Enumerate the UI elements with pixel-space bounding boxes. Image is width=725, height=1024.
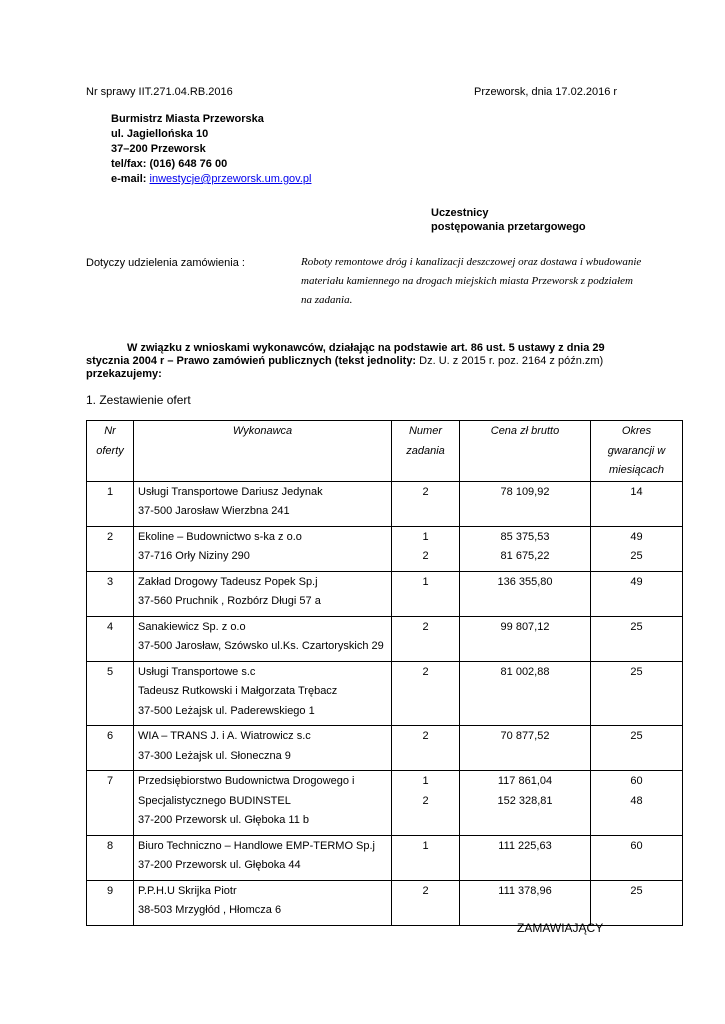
intro-paragraph (86, 342, 646, 381)
table-row (87, 771, 683, 836)
table-row (87, 880, 683, 925)
cell-price-line: 70 877,52 (500, 730, 550, 742)
cell-contractor-line: Przedsiębiorstwo Budownictwa Drogowego i (138, 775, 355, 787)
table-row (87, 481, 683, 526)
cell-nr: 3 (87, 571, 134, 616)
cell-warranty (591, 481, 683, 526)
cell-contractor-line: P.P.H.U Skrijka Piotr (138, 884, 237, 897)
case-number: Nr sprawy IIT.271.04.RB.2016 (86, 86, 233, 98)
cell-task-line: 1 (422, 775, 429, 787)
cell-contractor-line: 37-300 Leżajsk ul. Słoneczna 9 (138, 749, 291, 762)
cell-task (392, 880, 460, 925)
cell-task (392, 481, 460, 526)
cell-price (460, 571, 591, 616)
cell-nr: 4 (87, 616, 134, 661)
cell-warranty-line: 49 (630, 575, 643, 588)
cell-warranty (591, 771, 683, 836)
cell-price-line: 81 675,22 (500, 550, 550, 562)
cell-price-line: 136 355,80 (497, 575, 553, 588)
header-task: Numer zadania (392, 421, 460, 482)
sender-block (111, 112, 311, 187)
cell-warranty-line: 14 (630, 485, 643, 498)
cell-contractor-line: 37-500 Leżajsk ul. Paderewskiego 1 (138, 704, 315, 717)
cell-contractor (134, 726, 392, 771)
cell-task (392, 661, 460, 726)
cell-price (460, 880, 591, 925)
cell-price-line: 81 002,88 (500, 665, 550, 678)
sender-email-link[interactable]: inwestycje@przeworsk.um.gov.pl (149, 173, 312, 185)
cell-contractor (134, 661, 392, 726)
cell-nr: 2 (87, 526, 134, 571)
cell-price (460, 481, 591, 526)
sender-city: 37–200 Przeworsk (111, 143, 206, 155)
subject-text (301, 253, 641, 310)
cell-contractor-line: 37-200 Przeworsk ul. Głęboka 11 b (138, 814, 309, 826)
table-header-row (87, 421, 683, 482)
cell-task (392, 571, 460, 616)
intro-line2-bold: stycznia 2004 r – Prawo zamówień publicznych (tekst jednolity: (86, 355, 417, 367)
cell-warranty-line: 25 (630, 665, 643, 678)
table-row (87, 835, 683, 880)
header-warranty: Okres gwarancji w miesiącach (591, 421, 683, 482)
cell-task-line: 2 (422, 550, 429, 562)
sender-email-label: e-mail: (111, 173, 150, 185)
cell-task (392, 526, 460, 571)
cell-task-line: 1 (422, 530, 429, 543)
intro-line2-normal: Dz. U. z 2015 r. poz. 2164 z późn.zm) (416, 355, 604, 367)
table-row (87, 616, 683, 661)
cell-warranty-line: 49 (630, 530, 643, 543)
cell-price (460, 526, 591, 571)
cell-warranty-line: 25 (630, 884, 643, 897)
cell-warranty (591, 526, 683, 571)
cell-price-line: 152 328,81 (497, 794, 553, 807)
place-date: Przeworsk, dnia 17.02.2016 r (474, 86, 618, 98)
cell-contractor-line: Specjalistycznego BUDINSTEL (138, 794, 291, 807)
cell-task (392, 726, 460, 771)
cell-price (460, 661, 591, 726)
cell-contractor-line: Tadeusz Rutkowski i Małgorzata Trębacz (138, 685, 338, 697)
cell-nr: 1 (87, 481, 134, 526)
intro-line2 (86, 355, 646, 368)
cell-price (460, 771, 591, 836)
cell-contractor-line: Usługi Transportowe s.c (138, 665, 256, 678)
cell-price-line: 99 807,12 (500, 620, 550, 633)
cell-contractor-line: 37-500 Jarosław, Szówsko ul.Ks. Czartoryskich 29 (138, 640, 384, 652)
sender-phone: tel/fax: (016) 648 76 00 (111, 158, 228, 170)
cell-warranty-line: 25 (630, 550, 643, 562)
cell-contractor (134, 481, 392, 526)
cell-price-line: 78 109,92 (500, 485, 550, 498)
cell-contractor (134, 880, 392, 925)
sender-email-row (111, 172, 311, 187)
cell-contractor-line: 37-500 Jarosław Wierzbna 241 (138, 505, 290, 517)
recipient-line1: Uczestnicy (431, 207, 489, 219)
cell-task-line: 2 (422, 884, 429, 897)
cell-warranty (591, 661, 683, 726)
cell-price-line: 111 378,96 (498, 884, 552, 897)
header-price: Cena zł brutto (460, 421, 591, 482)
cell-price-line: 85 375,53 (500, 530, 550, 543)
cell-warranty (591, 835, 683, 880)
cell-task-line: 1 (422, 575, 429, 588)
sender-street: ul. Jagiellońska 10 (111, 128, 209, 140)
cell-price-line: 111 225,63 (498, 839, 552, 852)
header-nr: Nr oferty (87, 421, 134, 482)
cell-task-line: 2 (422, 730, 429, 742)
subject-line3: na zadania. (301, 294, 353, 306)
cell-task (392, 771, 460, 836)
cell-contractor (134, 616, 392, 661)
cell-warranty (591, 880, 683, 925)
signature-label: ZAMAWIAJĄCY (517, 921, 604, 935)
cell-task-line: 2 (422, 485, 429, 498)
sender-name: Burmistrz Miasta Przeworska (111, 113, 264, 125)
cell-contractor (134, 526, 392, 571)
cell-contractor-line: Ekoline – Budownictwo s-ka z o.o (138, 530, 302, 543)
recipient-line2: postępowania przetargowego (431, 221, 586, 233)
cell-contractor-line: Biuro Techniczno – Handlowe EMP-TERMO Sp.j (138, 839, 376, 852)
cell-price (460, 616, 591, 661)
table-row (87, 661, 683, 726)
cell-contractor (134, 771, 392, 836)
cell-nr: 6 (87, 726, 134, 771)
cell-contractor (134, 571, 392, 616)
cell-warranty (591, 571, 683, 616)
subject-label: Dotyczy udzielenia zamówienia : (86, 257, 245, 269)
recipient-block (431, 206, 586, 234)
cell-task-line: 2 (422, 794, 429, 807)
table-row (87, 726, 683, 771)
cell-warranty (591, 726, 683, 771)
cell-contractor-line: Zakład Drogowy Tadeusz Popek Sp.j (138, 575, 318, 588)
cell-contractor-line: Sanakiewicz Sp. z o.o (138, 620, 246, 633)
cell-contractor-line: 38-503 Mrzygłód , Hłomcza 6 (138, 904, 282, 916)
cell-contractor-line: 37-200 Przeworsk ul. Głęboka 44 (138, 859, 301, 871)
section-title: 1. Zestawienie ofert (86, 393, 191, 407)
cell-warranty-line: 25 (630, 730, 643, 742)
cell-price (460, 726, 591, 771)
cell-task-line: 2 (422, 665, 429, 678)
subject-line1: Roboty remontowe dróg i kanalizacji deszczowej oraz dostawa i wbudowanie (301, 256, 642, 268)
cell-warranty-line: 25 (630, 620, 643, 633)
cell-contractor-line: Usługi Transportowe Dariusz Jedynak (138, 485, 323, 498)
cell-contractor (134, 835, 392, 880)
cell-price (460, 835, 591, 880)
cell-warranty-line: 60 (630, 839, 643, 852)
cell-warranty-line: 60 (630, 775, 643, 787)
offers-table (86, 420, 683, 926)
cell-warranty-line: 48 (630, 794, 643, 807)
cell-contractor-line: WIA – TRANS J. i A. Wiatrowicz s.c (138, 730, 311, 742)
cell-warranty (591, 616, 683, 661)
cell-task-line: 1 (422, 839, 429, 852)
cell-price-line: 117 861,04 (497, 775, 553, 787)
intro-line3: przekazujemy: (86, 368, 162, 380)
cell-contractor-line: 37-716 Orły Niziny 290 (138, 550, 250, 562)
cell-task (392, 616, 460, 661)
header-contractor: Wykonawca (134, 421, 392, 482)
intro-line1: W związku z wnioskami wykonawców, działając na podstawie art. 86 ust. 5 ustawy z dnia 29 (127, 342, 605, 354)
cell-nr: 8 (87, 835, 134, 880)
cell-nr: 7 (87, 771, 134, 836)
table-row (87, 526, 683, 571)
subject-line2: materiału kamiennego na drogach miejskich miasta Przeworsk z podziałem (301, 275, 633, 287)
cell-nr: 5 (87, 661, 134, 726)
table-row (87, 571, 683, 616)
cell-nr: 9 (87, 880, 134, 925)
cell-task-line: 2 (422, 620, 429, 633)
cell-task (392, 835, 460, 880)
cell-contractor-line: 37-560 Pruchnik , Rozbórz Długi 57 a (138, 595, 321, 607)
